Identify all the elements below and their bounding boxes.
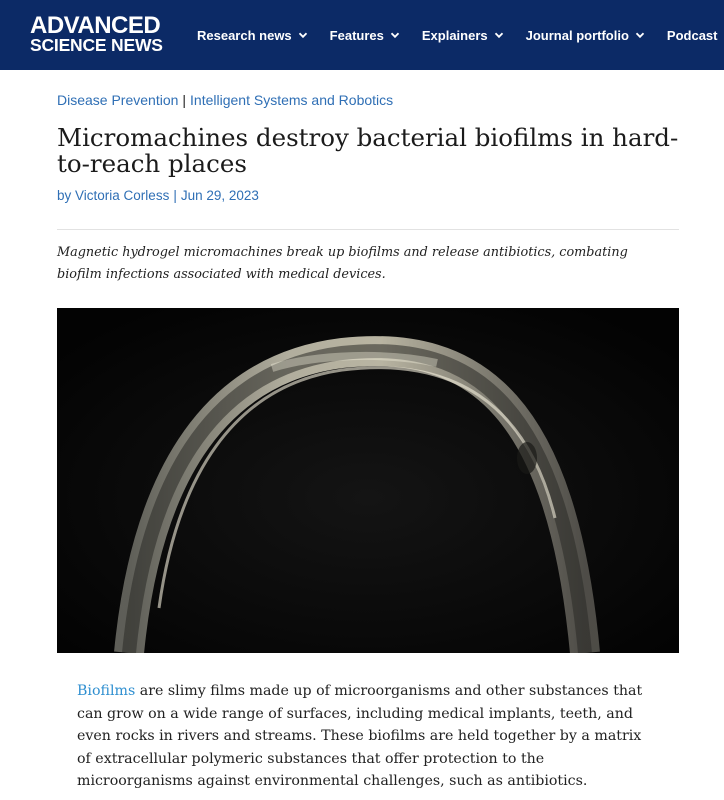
nav-label: Features xyxy=(329,27,384,43)
main-nav xyxy=(197,0,718,70)
site-header xyxy=(0,0,724,70)
chevron-down-icon xyxy=(298,30,308,40)
body-text: are slimy films made up of microorganisms and other substances that can grow on a wide range of surfaces, including medical implants, teeth, and even rocks in rivers and streams. These biofilms are held together by a matrix of extracellular polymeric substances that offer protection to the microorganisms against environmental challenges, such as antibiotics. xyxy=(77,683,643,789)
article-summary: Magnetic hydrogel micromachines break up biofilms and release antibiotics, combating biofilm infections associated with medical devices. xyxy=(57,245,628,282)
author-link[interactable]: Victoria Corless xyxy=(75,188,170,203)
nav-research-news[interactable] xyxy=(197,28,308,43)
logo-line-2: SCIENCE NEWS xyxy=(30,35,163,55)
tube-photo xyxy=(57,308,679,653)
byline-prefix: by xyxy=(57,188,72,203)
category-links xyxy=(57,92,393,108)
category-separator: | xyxy=(182,92,187,108)
byline xyxy=(57,188,259,203)
nav-features[interactable] xyxy=(330,28,400,43)
nav-label: Explainers xyxy=(421,27,488,43)
nav-podcast[interactable] xyxy=(667,28,718,43)
article-title: Micromachines destroy bacterial biofilms in hard-to-reach places xyxy=(57,123,679,178)
category-link-intelligent-systems[interactable]: Intelligent Systems and Robotics xyxy=(190,92,394,108)
divider xyxy=(57,229,679,230)
logo-line-1: ADVANCED xyxy=(30,12,161,39)
byline-separator: | xyxy=(173,188,177,203)
nav-journal-portfolio[interactable] xyxy=(526,28,645,43)
nav-label: Research news xyxy=(197,27,292,43)
nav-explainers[interactable] xyxy=(422,28,504,43)
hero-image xyxy=(57,308,679,653)
site-logo[interactable] xyxy=(30,14,190,55)
chevron-down-icon xyxy=(635,30,645,40)
category-link-disease-prevention[interactable]: Disease Prevention xyxy=(57,92,179,108)
nav-label: Podcast xyxy=(666,27,718,43)
chevron-down-icon xyxy=(494,30,504,40)
nav-label: Journal portfolio xyxy=(525,27,629,43)
publish-date: Jun 29, 2023 xyxy=(180,188,259,203)
article-body-paragraph xyxy=(77,680,657,793)
chevron-down-icon xyxy=(390,30,400,40)
biofilms-link[interactable]: Biofilms xyxy=(77,683,136,699)
